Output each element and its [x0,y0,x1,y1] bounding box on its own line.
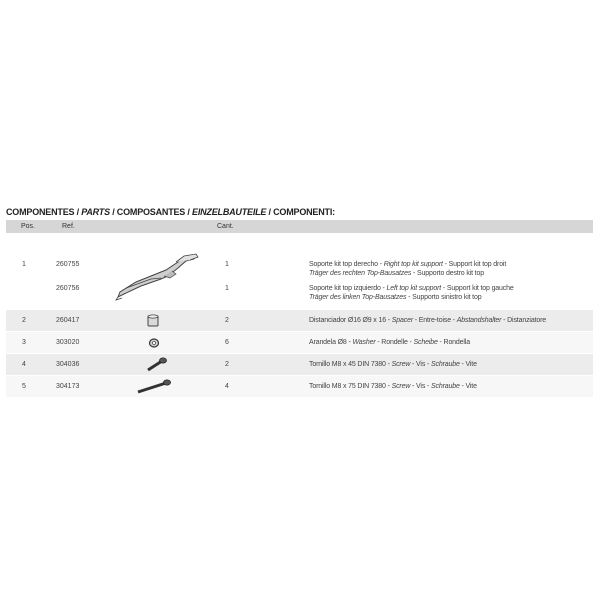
row-ref: 260417 [56,317,80,324]
row-cant: 1 [225,285,229,292]
table-header [6,220,593,233]
table-row [6,353,593,375]
row-pos: 5 [22,383,26,390]
screw-long-icon [134,378,174,396]
row-pos: 1 [22,261,26,268]
row-cant: 2 [225,317,229,324]
row-description: Soporte kit top derecho - Right top kit support - Support kit top droit Träger des rechten Top-Bausatzes - Supporto destro kit top [309,261,507,277]
row-ref: 260756 [56,285,80,292]
row-pos: 4 [22,361,26,368]
row-cant: 6 [225,339,229,346]
row-ref: 304036 [56,361,80,368]
table-row [6,331,593,353]
parts-list-title: COMPONENTES / PARTS / COMPOSANTES / EINZELBAUTEILE / COMPONENTI: [6,207,335,217]
parts-table [6,220,593,397]
row-pos: 3 [22,339,26,346]
header-cant: Cant. [217,223,234,230]
row-description: Soporte kit top izquierdo - Left top kit support - Support kit top gauche Träger des linken Top-Bausatzes - Supporto sinistro kit top [309,285,514,301]
row-description: Distanciador Ø16 Ø9 x 16 - Spacer - Entre-toise - Abstandshalter - Distanziatore [309,317,547,324]
row-description: Tornillo M8 x 75 DIN 7380 - Screw - Vis - Schraube - Vite [309,383,477,390]
spacer-icon [146,313,162,329]
table-row [6,233,593,309]
bracket-icon [106,252,206,302]
row-ref: 303020 [56,339,80,346]
row-cant: 4 [225,383,229,390]
header-ref: Ref. [62,223,75,230]
table-row [6,309,593,331]
row-ref: 304173 [56,383,80,390]
screw-short-icon [142,356,168,374]
row-cant: 1 [225,261,229,268]
row-pos: 2 [22,317,26,324]
row-ref: 260755 [56,261,80,268]
row-description: Arandela Ø8 - Washer - Rondelle - Scheibe - Rondella [309,339,470,346]
row-description: Tornillo M8 x 45 DIN 7380 - Screw - Vis - Schraube - Vite [309,361,477,368]
row-cant: 2 [225,361,229,368]
table-row [6,375,593,397]
header-pos: Pos. [21,223,36,230]
washer-icon [148,337,160,349]
